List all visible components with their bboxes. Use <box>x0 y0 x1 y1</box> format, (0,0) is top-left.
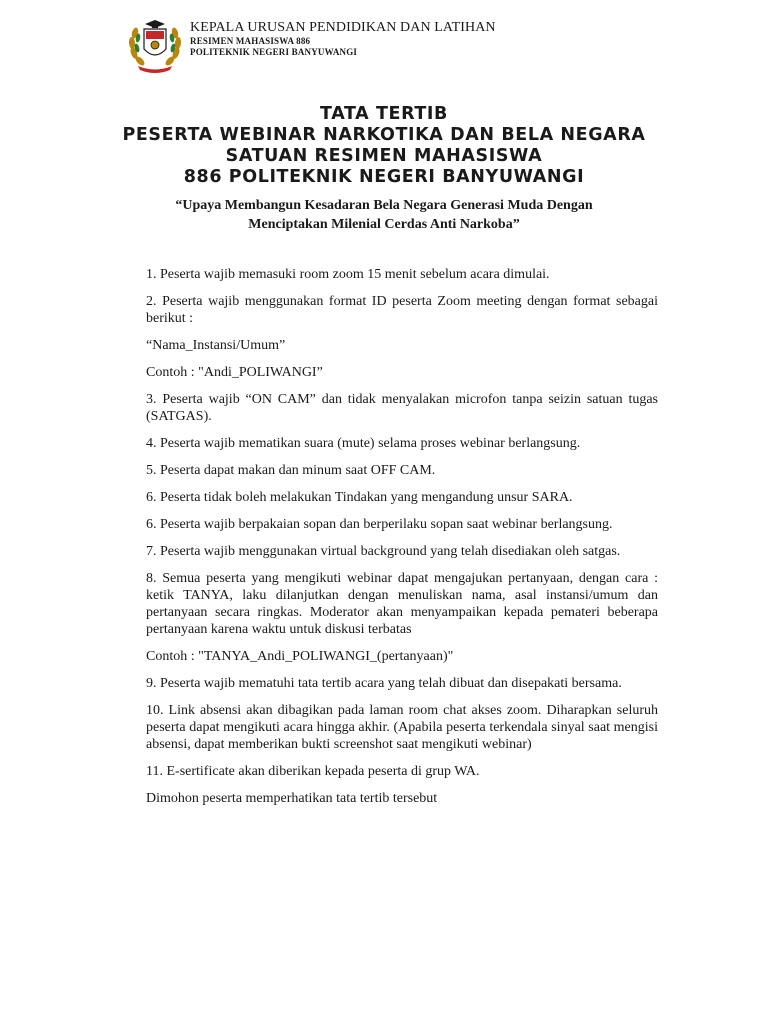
title-line-1: TATA TERTIB <box>320 104 448 124</box>
letterhead-unit: RESIMEN MAHASISWA 886 <box>190 36 311 46</box>
tagline-line-2: Menciptakan Milenial Cerdas Anti Narkoba” <box>248 217 520 232</box>
rule-item: 8. Semua peserta yang mengikuti webinar dapat mengajukan pertanyaan, dengan cara : ketik TANYA, laku dilanjutkan dengan menuliskan nama, asal instansi/umum dan pertanyaan secara ringkas. Moderator akan menyampaikan kepada pemateri beberapa pertanyaan karena waktu untuk diskusi terbatas <box>146 571 658 637</box>
rule-item: 10. Link absensi akan dibagikan pada laman room chat akses zoom. Diharapkan seluruh peserta dapat mengikuti acara hingga akhir. (Apabila peserta terkendala sinyal saat mengisi absensi, dapat memberikan bukti screenshot saat mengikuti webinar) <box>146 703 658 752</box>
rule-item: 6. Peserta wajib berpakaian sopan dan berperilaku sopan saat webinar berlangsung. <box>146 517 613 532</box>
document-title <box>0 104 768 188</box>
rule-item: 7. Peserta wajib menggunakan virtual background yang telah disediakan oleh satgas. <box>146 544 621 559</box>
menwa-emblem-icon <box>126 17 184 73</box>
rule-item: 3. Peserta wajib “ON CAM” dan tidak menyalakan microfon tanpa seizin satuan tugas (SATGAS). <box>146 392 658 424</box>
rule-item: 5. Peserta dapat makan dan minum saat OFF CAM. <box>146 463 436 478</box>
rule-item: 4. Peserta wajib mematikan suara (mute) selama proses webinar berlangsung. <box>146 436 581 451</box>
letterhead <box>126 17 686 73</box>
rule-item: Contoh : "Andi_POLIWANGI” <box>146 365 323 380</box>
rule-item: “Nama_Instansi/Umum” <box>146 338 286 353</box>
rule-item: 1. Peserta wajib memasuki room zoom 15 menit sebelum acara dimulai. <box>146 267 550 282</box>
letterhead-text <box>190 20 496 58</box>
letterhead-institution: POLITEKNIK NEGERI BANYUWANGI <box>190 47 358 57</box>
tagline-line-1: “Upaya Membangun Kesadaran Bela Negara Generasi Muda Dengan <box>175 198 593 213</box>
title-line-3: SATUAN RESIMEN MAHASISWA <box>225 146 543 166</box>
letterhead-title: KEPALA URUSAN PENDIDIKAN DAN LATIHAN <box>190 20 496 35</box>
tagline <box>150 196 618 234</box>
rule-item: 9. Peserta wajib mematuhi tata tertib acara yang telah dibuat dan disepakati bersama. <box>146 676 622 691</box>
rule-item: 2. Peserta wajib menggunakan format ID peserta Zoom meeting dengan format sebagai berikut : <box>146 294 658 326</box>
rule-item: 11. E-sertificate akan diberikan kepada peserta di grup WA. <box>146 764 480 779</box>
title-line-2: PESERTA WEBINAR NARKOTIKA DAN BELA NEGARA <box>122 125 646 145</box>
rules-list <box>146 266 658 817</box>
title-line-4: 886 POLITEKNIK NEGERI BANYUWANGI <box>183 167 585 187</box>
closing-note: Dimohon peserta memperhatikan tata tertib tersebut <box>146 791 438 806</box>
rule-item: 6. Peserta tidak boleh melakukan Tindakan yang mengandung unsur SARA. <box>146 490 573 505</box>
rule-item: Contoh : "TANYA_Andi_POLIWANGI_(pertanyaan)" <box>146 649 454 664</box>
